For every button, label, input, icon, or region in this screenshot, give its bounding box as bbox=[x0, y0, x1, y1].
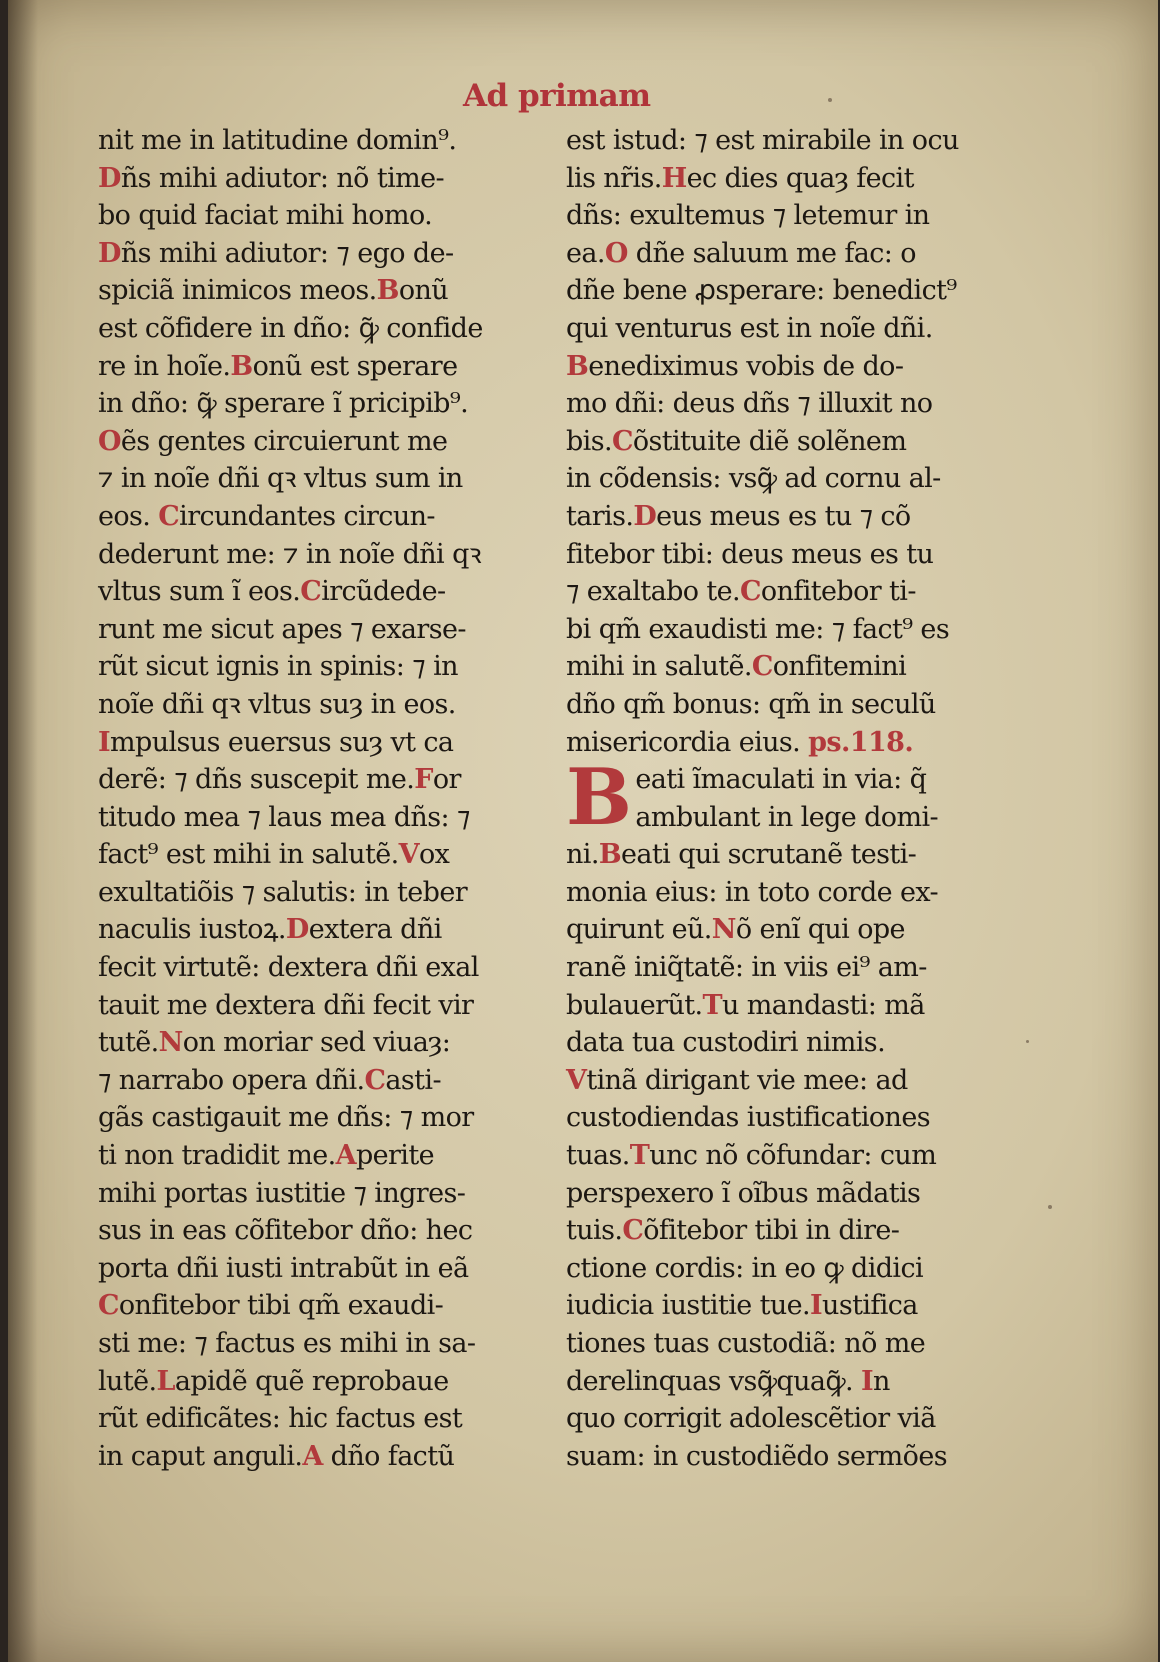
text-segment: onũ bbox=[398, 275, 449, 307]
right-text-column bbox=[566, 122, 1016, 1475]
text-segment: fecit virtutẽ: dextera dñi exal bbox=[98, 952, 479, 984]
text-segment: õstituite diẽ solẽnem bbox=[632, 425, 907, 457]
text-segment: ñs mihi adiutor: ⁊ ego de- bbox=[120, 237, 454, 269]
rubricated-initial: I bbox=[98, 726, 111, 758]
text-segment: iudicia iustitie tue. bbox=[566, 1290, 810, 1322]
text-line bbox=[566, 1363, 1016, 1401]
rubricated-initial: C bbox=[98, 1290, 119, 1322]
rubricated-initial: V bbox=[566, 1064, 587, 1096]
text-segment: dñe saluum me fac: o bbox=[627, 237, 916, 269]
text-line bbox=[566, 536, 1016, 574]
text-segment: or bbox=[432, 764, 461, 796]
text-segment: onfitebor ti- bbox=[760, 576, 916, 608]
text-line bbox=[566, 911, 1016, 949]
text-segment: perspexero ĩ oĩbus mãdatis bbox=[566, 1177, 921, 1209]
text-segment: onfitemini bbox=[772, 651, 907, 683]
text-line bbox=[566, 1438, 1016, 1476]
rubricated-initial: I bbox=[810, 1290, 823, 1322]
text-segment: bo quid faciat mihi homo. bbox=[98, 200, 433, 232]
text-segment: mo dñi: deus dñs ⁊ illuxit no bbox=[566, 388, 933, 420]
text-line bbox=[98, 122, 548, 160]
text-line bbox=[566, 498, 1016, 536]
rubricated-initial: D bbox=[285, 914, 309, 946]
text-line bbox=[98, 385, 548, 423]
text-segment: in dño: ꝙ̃ sperare ĩ pricipib⁹. bbox=[98, 388, 469, 420]
text-line bbox=[566, 648, 1016, 686]
text-segment: exultatiõis ⁊ salutis: in teber bbox=[98, 876, 467, 908]
rubricated-initial: C bbox=[364, 1064, 386, 1096]
text-segment: asti- bbox=[385, 1064, 441, 1096]
text-segment: bulauerũt. bbox=[566, 989, 703, 1021]
text-segment: data tua custodiri nimis. bbox=[566, 1027, 886, 1059]
text-line bbox=[98, 1325, 548, 1363]
rubricated-initial: B bbox=[566, 350, 589, 382]
text-line bbox=[98, 1137, 548, 1175]
text-line bbox=[566, 272, 1016, 310]
text-segment: u mandasti: mã bbox=[722, 989, 925, 1021]
rubricated-initial: B bbox=[598, 839, 622, 871]
text-segment: dederunt me: ⁊ in noĩe dñi qꝛ bbox=[98, 538, 481, 570]
text-segment: ec dies quaȝ fecit bbox=[686, 162, 914, 194]
text-line bbox=[98, 1438, 548, 1476]
text-segment: in caput anguli. bbox=[98, 1440, 303, 1472]
text-line bbox=[566, 949, 1016, 987]
text-line bbox=[98, 648, 548, 686]
text-line bbox=[566, 987, 1016, 1025]
text-segment: tinã dirigant vie mee: ad bbox=[586, 1064, 908, 1096]
text-segment: n bbox=[873, 1365, 890, 1397]
text-segment: dño qm̃ bonus: qm̃ in seculũ bbox=[566, 688, 936, 720]
psalm-reference: ps.118. bbox=[808, 726, 914, 758]
text-segment: unc nõ cõfundar: cum bbox=[649, 1140, 937, 1172]
text-segment: ⁊ narrabo opera dñi. bbox=[98, 1064, 365, 1096]
manuscript-page bbox=[8, 0, 1158, 1662]
text-line bbox=[566, 235, 1016, 273]
text-segment: eati qui scrutanẽ testi- bbox=[621, 839, 917, 871]
text-segment: quo corrigit adolescẽtior viã bbox=[566, 1403, 936, 1435]
text-segment: monia eius: in toto corde ex- bbox=[566, 876, 939, 908]
text-line bbox=[98, 1287, 548, 1325]
rubricated-initial: A bbox=[335, 1140, 356, 1172]
text-line bbox=[566, 611, 1016, 649]
text-line bbox=[98, 310, 548, 348]
text-segment: in cõdensis: vsꝙ̃ ad cornu al- bbox=[566, 463, 941, 495]
text-line bbox=[98, 1212, 548, 1250]
text-segment: sti me: ⁊ factus es mihi in sa- bbox=[98, 1328, 476, 1359]
rubricated-initial: C bbox=[611, 425, 633, 457]
text-segment: ẽs gentes circuierunt me bbox=[120, 425, 448, 457]
text-line bbox=[566, 310, 1016, 348]
text-segment: runt me sicut apes ⁊ exarse- bbox=[98, 613, 466, 645]
text-segment: eos. bbox=[98, 500, 159, 532]
rubricated-initial: N bbox=[158, 1027, 183, 1059]
text-segment: re in hoĩe. bbox=[98, 350, 231, 382]
text-segment: tuis. bbox=[566, 1215, 623, 1247]
text-segment: on moriar sed viuaȝ: bbox=[182, 1027, 451, 1059]
drop-cap-initial: B bbox=[566, 752, 632, 844]
text-segment: derelinquas vsꝙ̃quaꝙ̃. bbox=[566, 1365, 862, 1397]
paper-speck bbox=[828, 98, 832, 102]
text-line bbox=[566, 1137, 1016, 1175]
text-line bbox=[566, 122, 1016, 160]
text-line bbox=[566, 1175, 1016, 1213]
text-line bbox=[98, 1250, 548, 1288]
text-segment: õ enĩ qui ope bbox=[735, 914, 905, 946]
text-segment: enediximus vobis de do- bbox=[588, 350, 904, 382]
text-line bbox=[566, 874, 1016, 912]
text-segment: lutẽ. bbox=[98, 1365, 157, 1397]
text-segment: tutẽ. bbox=[98, 1027, 159, 1059]
text-line bbox=[98, 197, 548, 235]
text-segment: suam: in custodiẽdo sermões bbox=[566, 1440, 947, 1472]
text-segment: fitebor tibi: deus meus es tu bbox=[566, 538, 934, 570]
text-line bbox=[98, 1099, 548, 1137]
text-line bbox=[98, 573, 548, 611]
text-line bbox=[566, 160, 1016, 198]
text-segment: ni. bbox=[566, 839, 599, 871]
text-line bbox=[566, 385, 1016, 423]
text-line bbox=[566, 1250, 1016, 1288]
text-segment: ctione cordis: in eo ꝙ didici bbox=[566, 1252, 924, 1284]
text-line bbox=[98, 460, 548, 498]
text-segment: quirunt eũ. bbox=[566, 914, 712, 946]
rubricated-initial: B bbox=[230, 350, 253, 382]
text-segment: ⁊ in noĩe dñi qꝛ vltus sum in bbox=[98, 463, 463, 495]
text-segment: ⁊ exaltabo te. bbox=[566, 576, 741, 608]
text-line bbox=[566, 1062, 1016, 1100]
rubricated-initial: F bbox=[414, 764, 433, 796]
text-line bbox=[98, 949, 548, 987]
text-segment: gãs castigauit me dñs: ⁊ mor bbox=[98, 1102, 474, 1134]
page-header: Ad primam bbox=[463, 78, 651, 114]
text-segment: titudo mea ⁊ laus mea dñs: ⁊ bbox=[98, 801, 470, 833]
rubricated-initial: B bbox=[376, 275, 399, 307]
text-segment: fact⁹ est mihi in salutẽ. bbox=[98, 839, 399, 871]
text-segment: eus meus es tu ⁊ cõ bbox=[656, 500, 911, 532]
text-line bbox=[566, 1212, 1016, 1250]
rubricated-initial: D bbox=[98, 162, 121, 194]
rubricated-initial: C bbox=[622, 1215, 644, 1247]
text-segment: extera dñi bbox=[308, 914, 442, 946]
text-segment: õfitebor tibi in dire- bbox=[643, 1215, 900, 1247]
text-line bbox=[566, 1099, 1016, 1137]
text-line bbox=[98, 1175, 548, 1213]
text-line bbox=[566, 573, 1016, 611]
text-line bbox=[98, 874, 548, 912]
rubricated-initial: N bbox=[711, 914, 736, 946]
text-line bbox=[566, 460, 1016, 498]
text-line bbox=[566, 799, 1016, 837]
text-line bbox=[98, 160, 548, 198]
text-segment: ti non tradidit me. bbox=[98, 1140, 336, 1172]
rubricated-initial: C bbox=[158, 500, 180, 532]
rubricated-initial: C bbox=[300, 576, 322, 608]
text-segment: apidẽ quẽ reprobaue bbox=[174, 1365, 449, 1397]
text-segment: dñs: exultemus ⁊ letemur in bbox=[566, 200, 930, 232]
text-segment: misericordia eius. bbox=[566, 726, 809, 758]
text-line bbox=[566, 1400, 1016, 1438]
text-line bbox=[98, 724, 548, 762]
text-line bbox=[566, 724, 1016, 762]
text-segment: dñe bene ꝓsperare: benedict⁹ bbox=[566, 275, 957, 307]
text-line bbox=[98, 1400, 548, 1438]
rubricated-initial: O bbox=[604, 237, 628, 269]
text-segment: tuas. bbox=[566, 1140, 630, 1172]
paper-speck bbox=[1048, 1205, 1052, 1209]
rubricated-initial: C bbox=[751, 651, 773, 683]
text-segment: derẽ: ⁊ dñs suscepit me. bbox=[98, 764, 415, 796]
text-segment: tiones tuas custodiã: nõ me bbox=[566, 1328, 926, 1359]
text-line bbox=[98, 1024, 548, 1062]
rubricated-initial: H bbox=[661, 162, 687, 194]
text-line bbox=[98, 836, 548, 874]
text-segment: rũt sicut ignis in spinis: ⁊ in bbox=[98, 651, 458, 683]
text-segment: est istud: ⁊ est mirabile in ocu bbox=[566, 125, 959, 156]
text-line bbox=[98, 536, 548, 574]
text-line bbox=[566, 348, 1016, 386]
text-segment: nit me in latitudine domin⁹. bbox=[98, 125, 457, 156]
text-segment: mihi in salutẽ. bbox=[566, 651, 752, 683]
text-segment: noĩe dñi qꝛ vltus suȝ in eos. bbox=[98, 688, 456, 720]
text-line bbox=[98, 498, 548, 536]
text-segment: ox bbox=[418, 839, 450, 871]
text-line bbox=[98, 611, 548, 649]
text-line bbox=[98, 1363, 548, 1401]
text-segment: lis nr̃is. bbox=[566, 162, 662, 194]
text-line bbox=[566, 686, 1016, 724]
text-line bbox=[566, 197, 1016, 235]
text-segment: ambulant in lege domi- bbox=[635, 801, 939, 833]
text-segment: custodiendas iustificationes bbox=[566, 1102, 930, 1134]
text-segment: ñs mihi adiutor: nõ time- bbox=[120, 162, 445, 194]
text-segment: rũt edificãtes: hic factus est bbox=[98, 1403, 463, 1435]
text-line bbox=[98, 761, 548, 799]
text-segment: taris. bbox=[566, 500, 634, 532]
rubricated-initial: D bbox=[98, 237, 121, 269]
text-segment: sus in eas cõfitebor dño: hec bbox=[98, 1215, 473, 1247]
text-segment: spiciã inimicos meos. bbox=[98, 275, 377, 307]
rubricated-initial: T bbox=[702, 989, 723, 1021]
text-segment: porta dñi iusti intrabũt in eã bbox=[98, 1252, 469, 1284]
text-line bbox=[566, 1287, 1016, 1325]
rubricated-initial: V bbox=[398, 839, 419, 871]
text-segment: ea. bbox=[566, 237, 605, 269]
text-segment: mpulsus euersus suȝ vt ca bbox=[110, 726, 454, 758]
text-segment: ustifica bbox=[822, 1290, 918, 1322]
paper-speck bbox=[1026, 1040, 1029, 1043]
rubricated-initial: L bbox=[156, 1365, 175, 1397]
text-line bbox=[98, 423, 548, 461]
rubricated-initial: T bbox=[629, 1140, 650, 1172]
text-segment: est cõfidere in dño: ꝙ̃ confide bbox=[98, 312, 483, 344]
text-segment: ranẽ iniq̃tatẽ: in viis ei⁹ am- bbox=[566, 952, 927, 984]
text-segment: bi qm̃ exaudisti me: ⁊ fact⁹ es bbox=[566, 613, 950, 645]
text-segment: ircũdede- bbox=[321, 576, 446, 608]
rubricated-initial: C bbox=[740, 576, 761, 608]
text-segment: onũ est sperare bbox=[252, 350, 458, 382]
text-line bbox=[566, 423, 1016, 461]
text-line bbox=[98, 686, 548, 724]
rubricated-initial: D bbox=[633, 500, 657, 532]
text-line bbox=[98, 799, 548, 837]
text-segment: bis. bbox=[566, 425, 612, 457]
rubricated-initial: O bbox=[98, 425, 121, 457]
text-segment: dño factũ bbox=[322, 1440, 455, 1472]
text-line bbox=[98, 235, 548, 273]
text-line bbox=[98, 987, 548, 1025]
text-segment: eati ĩmaculati in via: q̃ bbox=[635, 764, 927, 796]
text-line bbox=[98, 911, 548, 949]
text-line bbox=[566, 836, 1016, 874]
text-segment: perite bbox=[355, 1140, 434, 1172]
text-line bbox=[98, 272, 548, 310]
text-line bbox=[98, 348, 548, 386]
rubricated-initial: I bbox=[861, 1365, 874, 1397]
text-segment: ircundantes circun- bbox=[179, 500, 435, 532]
text-segment: onfitebor tibi qm̃ exaudi- bbox=[118, 1290, 444, 1322]
text-segment: tauit me dextera dñi fecit vir bbox=[98, 989, 474, 1021]
text-line bbox=[566, 1325, 1016, 1363]
text-segment: vltus sum ĩ eos. bbox=[98, 576, 301, 608]
text-segment: mihi portas iustitie ⁊ ingres- bbox=[98, 1177, 466, 1209]
text-segment: qui venturus est in noĩe dñi. bbox=[566, 312, 933, 344]
text-segment: naculis iustoꝝ. bbox=[98, 914, 286, 946]
text-line bbox=[566, 1024, 1016, 1062]
left-text-column bbox=[98, 122, 548, 1475]
rubricated-initial: A bbox=[302, 1440, 323, 1472]
text-line bbox=[98, 1062, 548, 1100]
